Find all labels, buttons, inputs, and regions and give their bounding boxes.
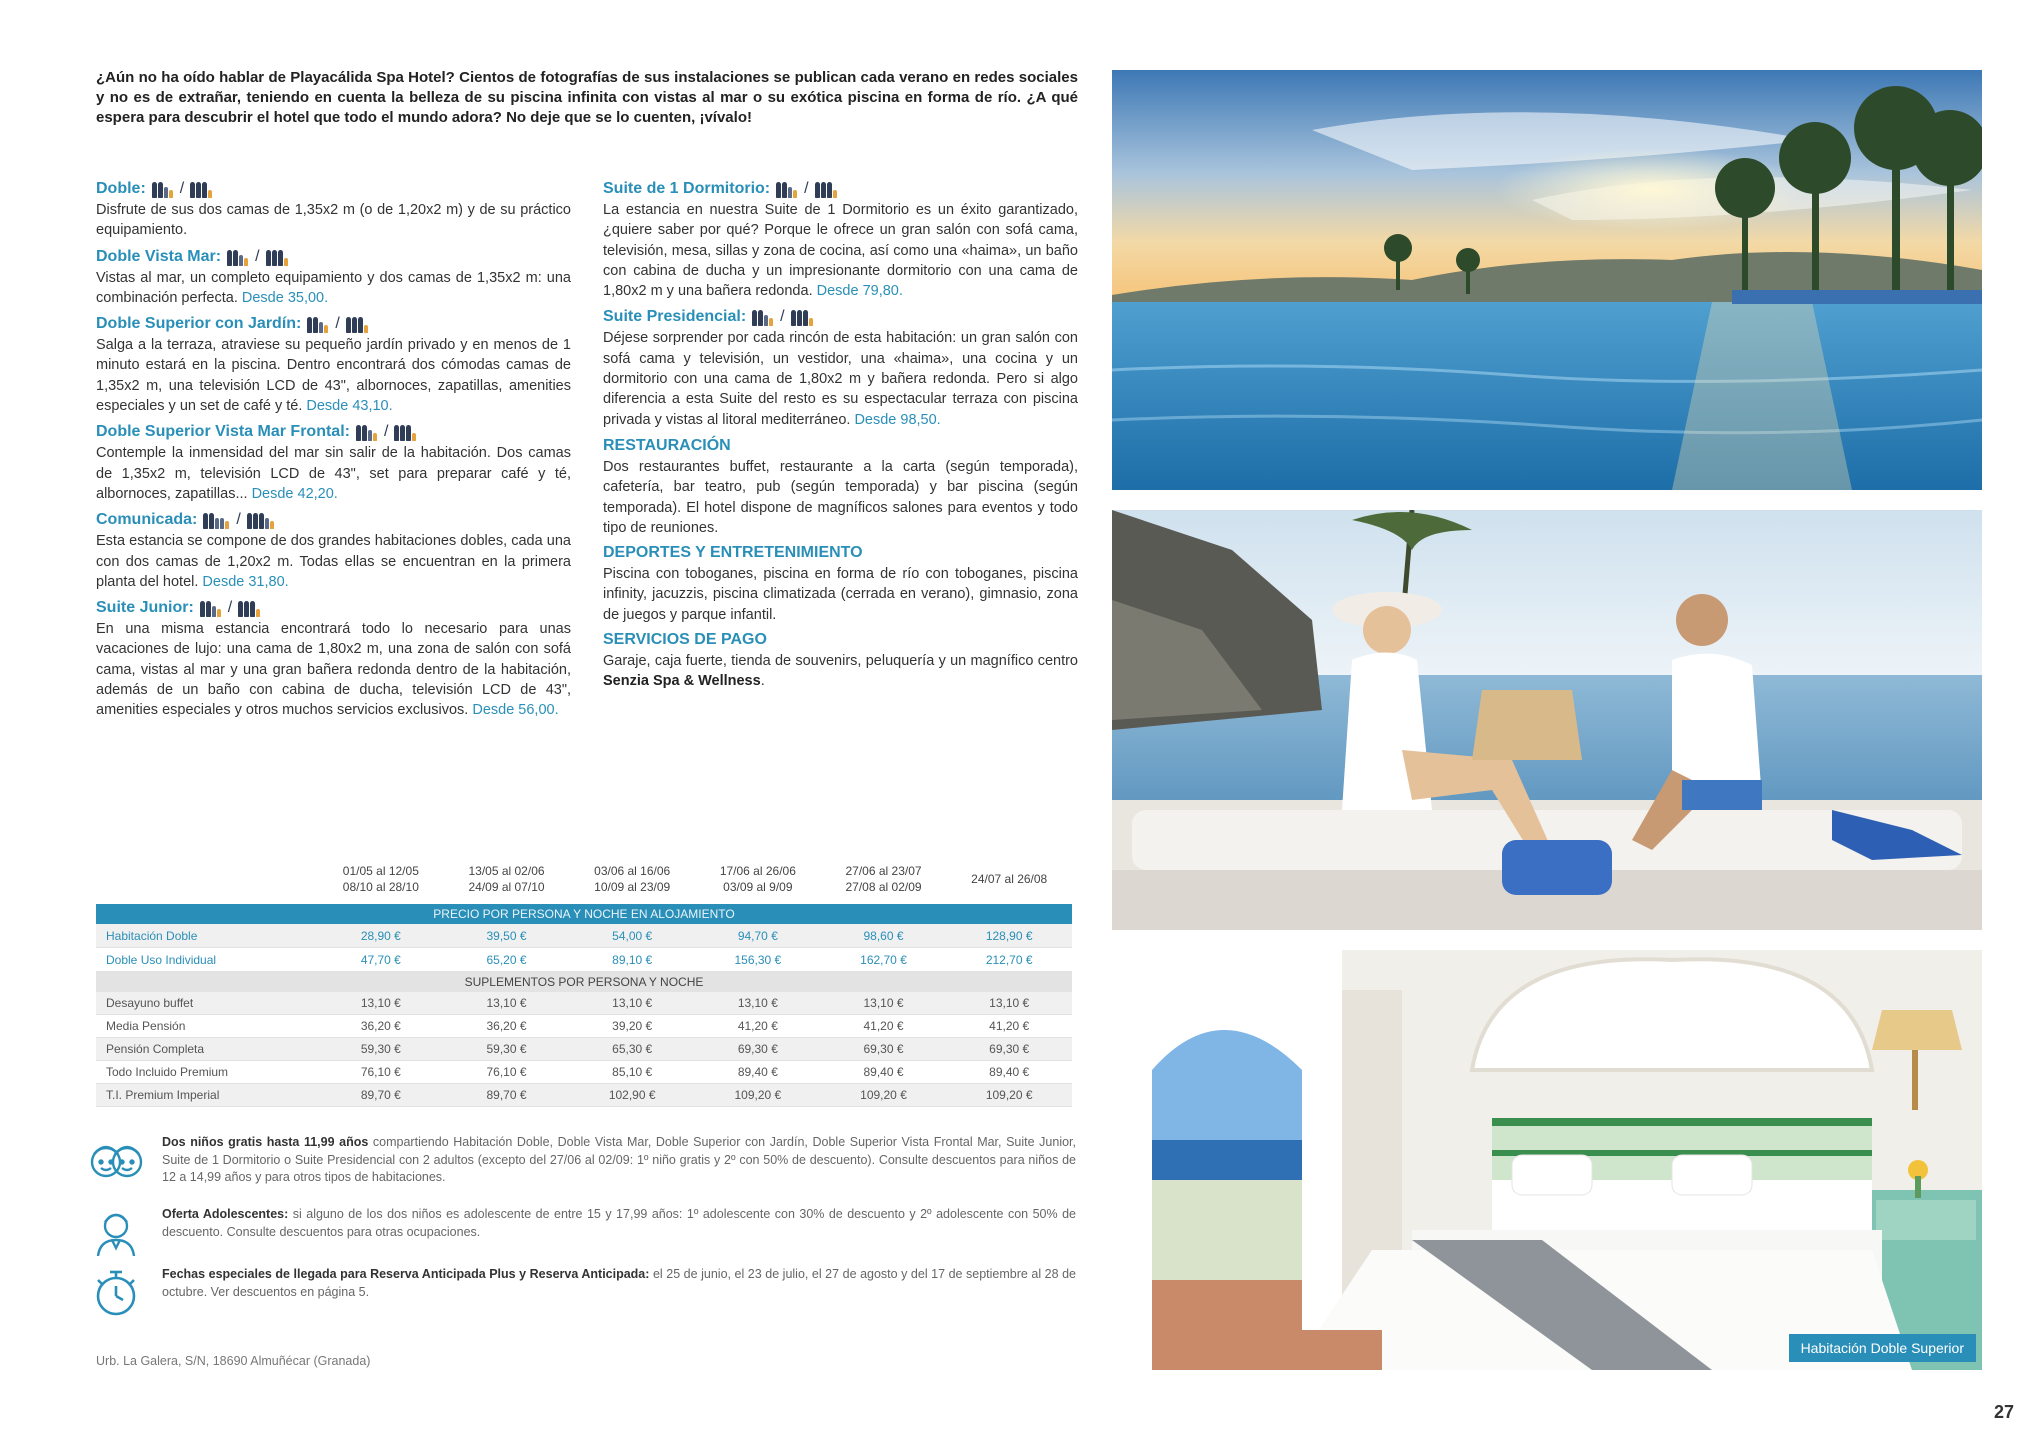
- intro-paragraph: ¿Aún no ha oído hablar de Playacálida Spa Hotel? Cientos de fotografías de sus instalaciones se publican cada verano en redes sociales y no es de extrañar, teniendo en cuenta la belleza de su piscina infinita con vistas al mar o su exótica piscina en forma de río. ¿A qué espera para descubrir el hotel que todo el mundo adora? No deje que se lo cuenten, ¡vívalo!: [96, 69, 1078, 126]
- room-title: Doble:: [96, 180, 146, 197]
- price-cell: 65,30 €: [612, 1042, 653, 1056]
- price-cell: 98,60 €: [863, 928, 904, 943]
- price-cell: 89,40 €: [989, 1065, 1030, 1079]
- price-cell: 13,10 €: [612, 996, 653, 1010]
- photo-infinity-pool: [1112, 70, 1982, 490]
- price-cell: 109,20 €: [985, 1088, 1033, 1102]
- room-description: Déjese sorprender por cada rincón de esta habitación: un gran salón con sofá cama y televisión, un vestidor, una «haima», una cocina y un dormitorio con una cama de 1,80x2 m y bañera redonda. Pero si algo diferencia a esta Suite del resto es su espectacular terraza con piscina privada y vistas al litoral mediterráneo. Desde 98,50.: [603, 330, 1078, 428]
- price-table: [96, 858, 1072, 1107]
- room-heading: [603, 306, 1078, 328]
- occupancy-icon: /: [152, 180, 213, 198]
- price-cell: 89,70 €: [486, 1088, 527, 1102]
- section-title-deportes: DEPORTES Y ENTRETENIMIENTO: [603, 544, 863, 562]
- rooms-column-left: [96, 178, 571, 726]
- room-comunicada: [96, 509, 571, 592]
- price-cell: 59,30 €: [360, 1042, 401, 1056]
- spa-brand-name: Senzia Spa & Wellness: [603, 673, 761, 690]
- room-description: La estancia en nuestra Suite de 1 Dormitorio es un éxito garantizado, ¿quiere saber por qué? Porque le ofrece un gran salón con sofá cama, televisión, mesa, sillas y zona de cocina, así como una «haima», un baño con cabina de ducha y un impresionante dormitorio con una cama de 1,80x2 m y una bañera redonda. Desde 79,80.: [603, 202, 1078, 300]
- price-cell: 89,10 €: [612, 952, 653, 967]
- date-range-6: 24/07 al 26/08: [971, 872, 1048, 886]
- price-cell: 156,30 €: [734, 952, 782, 967]
- price-cell: 69,30 €: [737, 1042, 778, 1056]
- price-cell: 41,20 €: [737, 1019, 778, 1033]
- hotel-address: Urb. La Galera, S/N, 18690 Almuñécar (Granada): [96, 1354, 371, 1368]
- room-doble-vista-mar: [96, 246, 571, 309]
- room-description: Disfrute de sus dos camas de 1,35x2 m (o de 1,20x2 m) y de su práctico equipamiento.: [96, 202, 571, 239]
- section-text-restauracion: Dos restaurantes buffet, restaurante a la carta (según temporada), cafetería, bar teatro, pub (según temporada) y bar piscina (según temporada). El hotel dispone de magníficos salones para eventos y todo tipo de reuniones.: [603, 458, 1078, 536]
- row-label: T.I. Premium Imperial: [106, 1088, 220, 1102]
- room-heading: [96, 421, 571, 443]
- occupancy-icon: /: [203, 511, 274, 529]
- room-title: Suite Junior:: [96, 599, 194, 617]
- price-cell: 162,70 €: [860, 952, 907, 967]
- row-label: Desayuno buffet: [106, 996, 194, 1010]
- room-title: Doble Superior Vista Mar Frontal:: [96, 423, 350, 441]
- room-heading: [603, 178, 1078, 200]
- table-row: [96, 924, 1072, 948]
- price-cell: 89,70 €: [360, 1088, 401, 1102]
- price-cell: 41,20 €: [989, 1019, 1030, 1033]
- price-cell: 89,40 €: [863, 1065, 904, 1079]
- stopwatch-icon: [86, 1266, 146, 1318]
- note-text-teenagers: Oferta Adolescentes: si alguno de los dos niños es adolescente de entre 15 y 17,99 años: 1º adolescente con 30% de descuento y 2º adolescente con 50% de descuento. Consulte descuentos para otras ocupaciones.: [162, 1207, 1077, 1239]
- room-title: Doble Vista Mar:: [96, 247, 222, 265]
- occupancy-icon: /: [200, 599, 261, 617]
- section-title-servicios: SERVICIOS DE PAGO: [603, 631, 767, 649]
- note-special-dates: [86, 1266, 1076, 1318]
- room-description: Esta estancia se compone de dos grandes habitaciones dobles, cada una con dos camas de 1,20x2 m. Todas ellas se encuentran en la primera planta del hotel. Desde 31,80.: [96, 533, 571, 590]
- note-text-children: Dos niños gratis hasta 11,99 años compartiendo Habitación Doble, Doble Vista Mar, Doble Superior con Jardín, Doble Superior Vista Frontal Mar, Suite Junior, Suite de 1 Dormitorio o Suite Presidencial con 2 adultos (excepto del 27/06 al 02/09: 1º niño gratis y 2º con 50% de descuento). Consulte descuentos para niños de 12 a 14,99 años y para otros tipos de habitaciones.: [162, 1135, 1076, 1184]
- date-range-1: 01/05 al 12/05 08/10 al 28/10: [342, 864, 419, 894]
- room-title: Suite de 1 Dormitorio:: [603, 180, 771, 197]
- room-description: Contemple la inmensidad del mar sin salir de la habitación. Dos camas de 1,35x2 m, televisión LCD de 43", set para preparar café y té, albornoces, zapatillas... Desde 42,20.: [96, 445, 571, 502]
- table-row: [96, 1084, 1072, 1107]
- price-cell: 39,20 €: [612, 1019, 653, 1033]
- occupancy-icon: /: [752, 308, 813, 326]
- price-cell: 13,10 €: [486, 996, 527, 1010]
- price-cell: 212,70 €: [985, 952, 1033, 967]
- price-cell: 39,50 €: [486, 928, 527, 943]
- date-range-4: 17/06 al 26/06 03/09 al 9/09: [719, 864, 796, 894]
- room-doble: [96, 178, 571, 241]
- table-row: [96, 1015, 1072, 1038]
- section-title-restauracion: RESTAURACIÓN: [603, 436, 731, 454]
- occupancy-icon: /: [307, 315, 368, 333]
- room-description: Vistas al mar, un completo equipamiento y dos camas de 1,35x2 m: una combinación perfecta. Desde 35,00.: [96, 269, 571, 306]
- row-label: Habitación Doble: [106, 928, 198, 943]
- room-heading: [96, 178, 571, 200]
- table-row: [96, 948, 1072, 972]
- price-cell: 13,10 €: [989, 996, 1030, 1010]
- price-cell: 65,20 €: [486, 952, 527, 967]
- price-cell: 85,10 €: [612, 1065, 653, 1079]
- teenager-icon: [86, 1206, 146, 1258]
- room-price: Desde 98,50.: [854, 411, 941, 428]
- room-suite-de-1-dormitorio: [603, 178, 1078, 301]
- room-title: Comunicada:: [96, 511, 198, 529]
- room-description: Salga a la terraza, atraviese su pequeño jardín privado y en menos de 1 minuto estará en la piscina. Dentro encontrará dos cómodas camas de 1,35x2 m, una televisión LCD de 43", albornoces, zapatillas, amenities especiales y un set de café y té. Desde 43,10.: [96, 337, 571, 415]
- note-children-free: [86, 1134, 1076, 1187]
- rooms-column-right: [603, 178, 1078, 692]
- price-cell: 69,30 €: [863, 1042, 904, 1056]
- room-heading: [96, 509, 571, 531]
- room-heading: [96, 246, 571, 268]
- photo-superior-double-room: [1112, 950, 1982, 1370]
- price-cell: 36,20 €: [486, 1019, 527, 1033]
- price-cell: 47,70 €: [360, 952, 401, 967]
- table-band-accommodation: PRECIO POR PERSONA Y NOCHE EN ALOJAMIENTO: [96, 904, 1072, 924]
- children-faces-icon: [86, 1134, 146, 1186]
- room-description: En una misma estancia encontrará todo lo necesario para unas vacaciones de lujo: una cama de 1,80x2 m, una zona de salón con sofá cama, vistas al mar y una gran bañera redonda dentro de la habitación, además de un baño con cabina de ducha, televisión LCD de 43", amenities especiales y otros muchos servicios exclusivos. Desde 56,00.: [96, 621, 571, 719]
- price-cell: 109,20 €: [734, 1088, 782, 1102]
- row-label: Media Pensión: [106, 1019, 186, 1033]
- occupancy-icon: /: [227, 248, 288, 266]
- room-heading: [96, 313, 571, 335]
- page-number: 27: [1994, 1402, 2015, 1422]
- room-title: Doble Superior con Jardín:: [96, 315, 302, 333]
- photo-couple-terrace: [1112, 510, 1982, 930]
- room-doble-superior-vista-mar-frontal: [96, 421, 571, 504]
- price-table-header: [96, 858, 1072, 900]
- date-range-3: 03/06 al 16/06 10/09 al 23/09: [594, 864, 671, 894]
- room-title: Suite Presidencial:: [603, 308, 747, 326]
- table-row: [96, 1038, 1072, 1061]
- row-label: Doble Uso Individual: [106, 952, 217, 967]
- price-cell: 76,10 €: [486, 1065, 527, 1079]
- price-cell: 76,10 €: [360, 1065, 401, 1079]
- price-cell: 13,10 €: [737, 996, 778, 1010]
- occupancy-icon: /: [356, 423, 417, 441]
- price-cell: 69,30 €: [989, 1042, 1030, 1056]
- occupancy-icon: /: [776, 180, 837, 198]
- table-row: [96, 1061, 1072, 1084]
- price-cell: 94,70 €: [737, 928, 778, 943]
- price-cell: 109,20 €: [860, 1088, 907, 1102]
- room-price: Desde 35,00.: [241, 289, 329, 306]
- row-label: Pensión Completa: [106, 1042, 205, 1056]
- room-heading: [96, 597, 571, 619]
- room-price: Desde 42,20.: [251, 485, 338, 502]
- date-range-5: 27/06 al 23/07 27/08 al 02/09: [845, 864, 922, 894]
- room-price: Desde 79,80.: [816, 283, 903, 300]
- section-text-servicios: Garaje, caja fuerte, tienda de souvenirs, peluquería y un magnífico centro Senzia Spa & Wellness.: [603, 653, 1078, 690]
- price-cell: 128,90 €: [985, 928, 1033, 943]
- date-range-2: 13/05 al 02/06 24/09 al 07/10: [468, 864, 545, 894]
- section-text-deportes: Piscina con toboganes, piscina en forma de río con toboganes, piscina infinity, jacuzzis, piscina climatizada (cerrada en verano), gimnasio, zona de juegos y parque infantil.: [603, 566, 1078, 623]
- room-suite-presidencial: [603, 306, 1078, 429]
- price-cell: 89,40 €: [737, 1065, 778, 1079]
- price-cell: 59,30 €: [486, 1042, 527, 1056]
- price-cell: 28,90 €: [360, 928, 401, 943]
- room-price: Desde 56,00.: [472, 702, 559, 719]
- room-suite-junior: [96, 597, 571, 720]
- room-price: Desde 43,10.: [306, 398, 393, 415]
- note-teenagers: [86, 1206, 1076, 1258]
- price-cell: 36,20 €: [360, 1019, 401, 1033]
- table-band-supplements: SUPLEMENTOS POR PERSONA Y NOCHE: [96, 972, 1072, 992]
- price-cell: 41,20 €: [863, 1019, 904, 1033]
- room-price: Desde 31,80.: [202, 573, 289, 590]
- table-row: [96, 992, 1072, 1015]
- price-cell: 13,10 €: [863, 996, 904, 1010]
- row-label: Todo Incluido Premium: [106, 1065, 229, 1079]
- price-cell: 54,00 €: [612, 928, 653, 943]
- note-text-dates: Fechas especiales de llegada para Reserva Anticipada Plus y Reserva Anticipada: el 25 de junio, el 23 de julio, el 27 de agosto y del 17 de septiembre al 28 de octubre. Ver descuentos en página 5.: [162, 1267, 1076, 1299]
- price-cell: 102,90 €: [608, 1088, 656, 1102]
- room-doble-superior-con-jardin: [96, 313, 571, 416]
- price-cell: 13,10 €: [360, 996, 401, 1010]
- photo-caption: Habitación Doble Superior: [1789, 1334, 1976, 1362]
